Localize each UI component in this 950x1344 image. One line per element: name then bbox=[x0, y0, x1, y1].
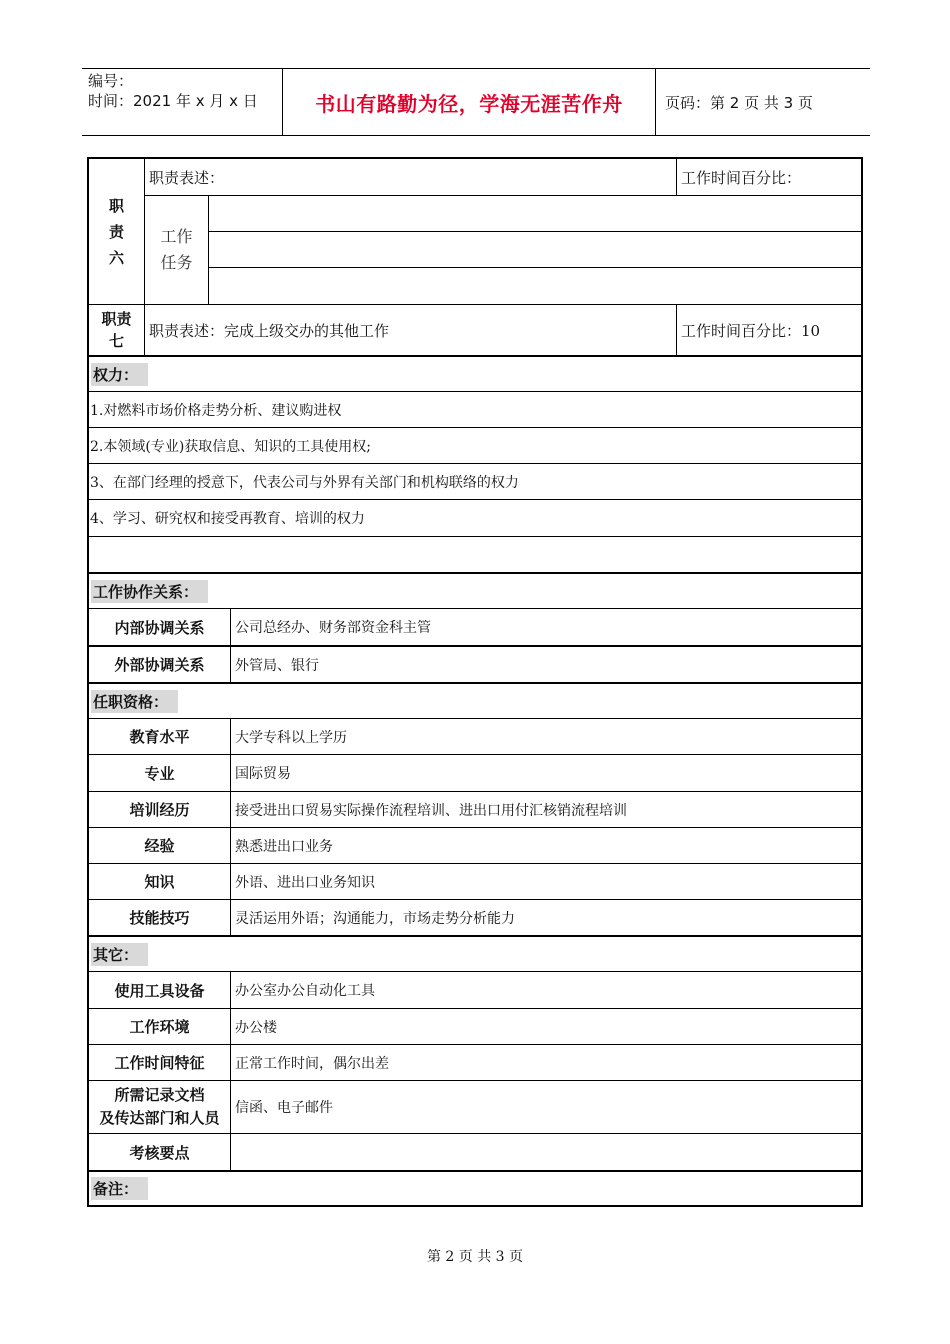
qual-value-training: 接受进出口贸易实际操作流程培训、进出口用付汇核销流程培训 bbox=[235, 802, 627, 819]
qual-value-major: 国际贸易 bbox=[235, 766, 291, 782]
other-header bbox=[89, 937, 863, 971]
other-label-environment: 工作环境 bbox=[129, 1018, 190, 1036]
duty6-title: 职 责 六 bbox=[108, 196, 124, 267]
qual-label-major: 专业 bbox=[144, 764, 175, 783]
other-value-tools: 办公室办公自动化工具 bbox=[235, 983, 375, 999]
qual-label-experience: 经验 bbox=[144, 837, 175, 855]
duty6-task-3[interactable] bbox=[209, 268, 861, 304]
relation-label-internal: 内部协调关系 bbox=[114, 618, 205, 637]
header-motto-cell bbox=[282, 69, 656, 135]
qualifications-title: 任职资格： bbox=[91, 690, 178, 713]
other-label-documents: 所需记录文档 及传达部门和人员 bbox=[99, 1086, 220, 1127]
other-value-assessment[interactable] bbox=[231, 1134, 863, 1170]
header-meta bbox=[82, 69, 282, 135]
duty6-desc-label: 职责表述： bbox=[149, 168, 225, 187]
qual-value-education: 大学专科以上学历 bbox=[235, 729, 347, 746]
power-item-empty[interactable] bbox=[89, 537, 863, 572]
page-footer: 第 2 页 共 3 页 bbox=[426, 1249, 524, 1265]
other-label-worktime: 工作时间特征 bbox=[114, 1054, 205, 1072]
other-title: 其它： bbox=[91, 943, 148, 966]
relation-value-internal: 公司总经办、财务部资金科主管 bbox=[235, 620, 431, 636]
qual-label-education: 教育水平 bbox=[129, 728, 190, 746]
relations-header bbox=[89, 574, 863, 608]
duty7-time: 工作时间百分比：10 bbox=[681, 321, 821, 340]
power-item-4: 4、学习、研究权和接受再教育、培训的权力 bbox=[90, 511, 365, 527]
qual-label-skills: 技能技巧 bbox=[129, 909, 190, 927]
duty6-task-2[interactable] bbox=[209, 232, 861, 267]
duty7-desc: 职责表述：完成上级交办的其他工作 bbox=[149, 321, 390, 340]
remarks-header bbox=[89, 1172, 863, 1205]
other-label-tools: 使用工具设备 bbox=[114, 981, 205, 1000]
relations-title: 工作协作关系： bbox=[91, 580, 208, 603]
qual-value-skills: 灵活运用外语；沟通能力，市场走势分析能力 bbox=[235, 910, 515, 927]
powers-header bbox=[89, 357, 863, 391]
power-item-3: 3、在部门经理的授意下，代表公司与外界有关部门和机构联络的权力 bbox=[90, 474, 519, 491]
relation-value-external: 外管局、银行 bbox=[235, 657, 319, 674]
other-label-assessment: 考核要点 bbox=[129, 1143, 190, 1162]
duty6-task-1[interactable] bbox=[209, 196, 861, 231]
motto: 书山有路勤为径，学海无涯苦作舟 bbox=[315, 91, 623, 116]
qual-value-experience: 熟悉进出口业务 bbox=[235, 838, 333, 855]
page-code: 页码：第 2 页 共 3 页 bbox=[665, 93, 813, 112]
other-value-environment: 办公楼 bbox=[235, 1019, 277, 1036]
time-label: 时间：2021 年 x 月 x 日 bbox=[88, 92, 258, 110]
duty6-task-label: 工作 任务 bbox=[160, 227, 193, 272]
powers-title: 权力： bbox=[91, 363, 148, 386]
duty6-time-label: 工作时间百分比： bbox=[681, 168, 802, 187]
qual-value-knowledge: 外语、进出口业务知识 bbox=[235, 874, 375, 891]
qual-label-training: 培训经历 bbox=[129, 801, 190, 819]
number-label: 编号： bbox=[88, 72, 134, 90]
remarks-title: 备注： bbox=[91, 1177, 148, 1200]
page-header bbox=[82, 68, 870, 136]
power-item-2: 2.本领域(专业)获取信息、知识的工具使用权; bbox=[90, 438, 371, 455]
relation-label-external: 外部协调关系 bbox=[114, 656, 205, 674]
other-value-documents: 信函、电子邮件 bbox=[235, 1100, 333, 1116]
job-description-form bbox=[87, 157, 863, 1207]
other-value-worktime: 正常工作时间，偶尔出差 bbox=[235, 1055, 389, 1072]
power-item-1: 1.对燃料市场价格走势分析、建议购进权 bbox=[90, 402, 342, 419]
qualifications-header bbox=[89, 684, 863, 718]
duty7-title: 职责 七 bbox=[101, 310, 132, 350]
header-page-cell bbox=[655, 69, 870, 135]
qual-label-knowledge: 知识 bbox=[144, 873, 175, 891]
